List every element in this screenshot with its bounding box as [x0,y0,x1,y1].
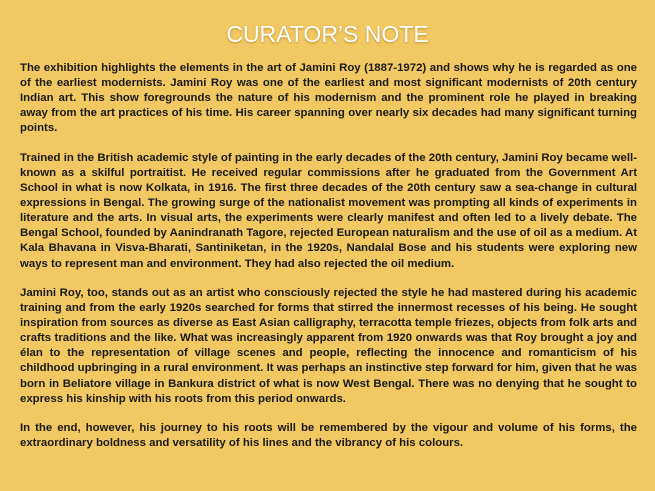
page-title: CURATOR’S NOTE [226,21,429,47]
paragraph-intro: The exhibition highlights the elements in the art of Jamini Roy (1887-1972) and shows why he is regarded as one of the earliest modernists. Jamini Roy was one of the earliest and most significant modernists of 20th century Indian art. This show foregrounds the nature of his modernism and the prominent role he played in breaking away from the art practices of his time. His career spanning over nearly six decades had many significant turning points. [20,62,637,135]
note-body [20,61,637,466]
paragraph-conclusion: In the end, however, his journey to his roots will be remembered by the vigour and volume of his forms, the extraordinary boldness and versatility of his lines and the vibrancy of his colours. [20,422,637,450]
paragraph-rejection: Jamini Roy, too, stands out as an artist who consciously rejected the style he had mastered during his academic training and from the early 1920s searched for forms that stirred the innermost recesses of his being. He sought inspiration from sources as diverse as East Asian calligraphy, terracotta temple friezes, objects from folk arts and crafts traditions and the like. What was increasingly apparent from 1920 onwards was that Roy brought a joy and élan to the representation of village scenes and people, reflecting the innocence and romanticism of his childhood upbringing in a rural environment. It was perhaps an instinctive step forward for him, given that he was born in Beliatore village in Bankura district of what is now West Bengal. There was no denying that he sought to express his kinship with his roots from this period onwards. [20,287,637,405]
paragraph-training: Trained in the British academic style of painting in the early decades of the 20th century, Jamini Roy became well-known as a skilful portraitist. He received regular commissions after he graduated from the Government Art School in what is now Kolkata, in 1916. The first three decades of the 20th century saw a sea-change in cultural expressions in Bengal. The growing surge of the nationalist movement was prompting all kinds of experiments in literature and the arts. In visual arts, the experiments were clearly manifest and often led to a lively debate. The Bengal School, founded by Aanindranath Tagore, rejected European naturalism and the use of oil as a medium. At Kala Bhavana in Visva-Bharati, Santiniketan, in the 1920s, Nandalal Bose and his students were exploring new ways to represent man and environment. They had also rejected the oil medium. [20,151,637,270]
